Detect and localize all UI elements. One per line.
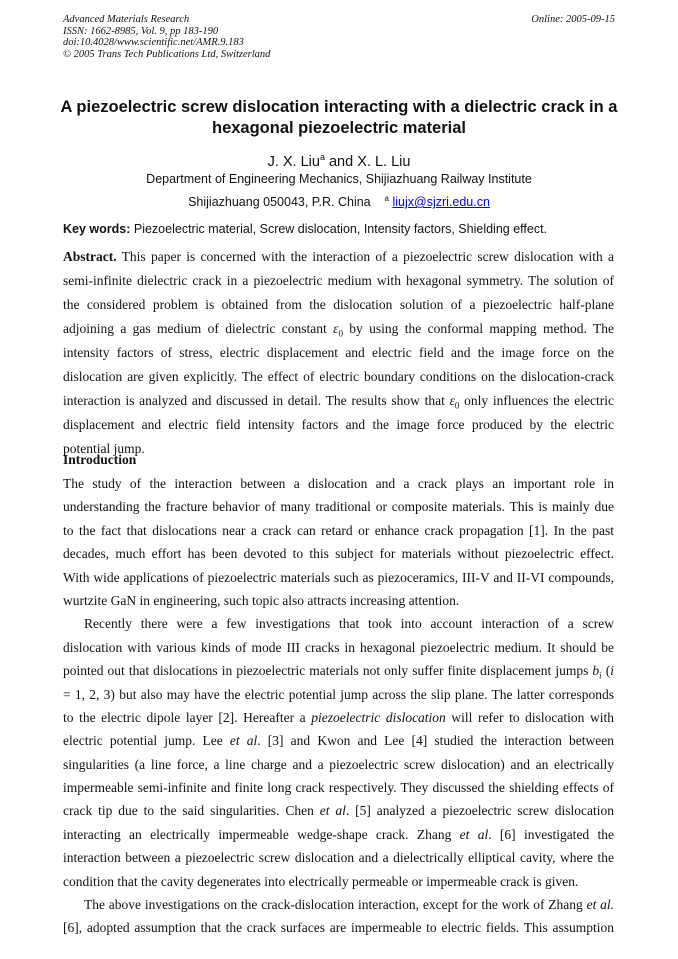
text-segment: adjoining a gas medium of dielectric constant (63, 321, 334, 336)
text-segment: 0 (338, 328, 343, 339)
text-segment: i (610, 663, 614, 679)
title-line: hexagonal piezoelectric material (211, 119, 467, 137)
text-segment: dislocation are given explicitly. The effect of electric boundary conditions on the dislocation-crack (63, 369, 614, 384)
online-date: Online: 2005-09-15 (531, 14, 615, 25)
text-segment: semi-infinite dielectric crack in a piezoelectric medium with hexagonal symmetry. The solution of (63, 273, 614, 288)
affiliation-department: Department of Engineering Mechanics, Shijiazhuang Railway Institute (146, 172, 532, 186)
text-line (63, 589, 614, 612)
introduction-body (63, 472, 614, 940)
text-segment: wurtzite GaN in engineering, such topic also attracts increasing attention. (63, 592, 460, 608)
text-segment: dislocation with various kinds of mode III cracks in hexagonal piezoelectric medium. It should be (63, 639, 614, 655)
text-line (63, 389, 614, 413)
text-segment: decades, much effort has been devoted to this subject for materials without piezoelectric effect. (63, 546, 614, 562)
text-segment: understanding the fracture behavior of many traditional or composite materials. This is mainly due (63, 499, 614, 515)
text-segment: ε (449, 393, 455, 408)
text-segment: . [6] investigated the (488, 826, 614, 842)
text-segment: The study of the interaction between a dislocation and a crack plays an important role in (63, 476, 614, 491)
text-line (63, 823, 614, 846)
author-superscript: a (319, 152, 325, 162)
text-line (63, 706, 614, 729)
copyright: © 2005 Trans Tech Publications Ltd, Switzerland (63, 48, 271, 60)
text-segment: impermeable semi-infinite and finite long crack respectively. They discussed the shielding effects of (63, 780, 614, 796)
text-segment: singularities (a line force, a line charge and a piezoelectric screw dislocation) and an electrically (63, 756, 614, 772)
journal-name: Advanced Materials Research (63, 14, 190, 25)
text-line (63, 659, 614, 682)
text-line (63, 495, 614, 518)
text-segment: . [5] analyzed a piezoelectric screw dislocation (345, 803, 614, 819)
text-segment: et al (319, 803, 346, 819)
text-line (63, 776, 614, 799)
text-line (63, 799, 614, 822)
text-segment: ( (601, 663, 611, 679)
paper-title (40, 97, 638, 139)
text-segment: interacting an electrically impermeable wedge-shape crack. Zhang (63, 826, 460, 842)
text-segment: et al (459, 826, 489, 842)
text-segment: The above investigations on the crack-dislocation interaction, except for the work of Zhang (84, 897, 587, 913)
affiliation-address (0, 191, 678, 210)
text-line (63, 916, 614, 939)
text-line (63, 437, 614, 461)
author-2: and X. L. Liu (324, 153, 411, 170)
keywords-label: Key words: (63, 222, 131, 236)
text-segment: . [3] and Kwon and Lee [4] studied the interaction between (257, 733, 614, 749)
text-line (63, 519, 614, 542)
text-line (63, 566, 614, 589)
text-line (63, 729, 614, 752)
text-line (63, 893, 614, 916)
text-segment: ε (333, 321, 339, 336)
text-line (63, 413, 614, 437)
text-segment: only influences the electric (459, 393, 614, 408)
text-line (63, 245, 614, 269)
text-segment: 0 (454, 400, 460, 411)
text-segment: to the electric dipole layer [2]. Hereafter a (63, 709, 312, 725)
text-line (63, 683, 614, 706)
text-segment: Abstract. (63, 249, 117, 264)
text-segment: crack tip due to the said singularities. Chen (63, 803, 320, 819)
email-superscript: a (384, 194, 389, 203)
author-1: J. X. Liu (267, 153, 320, 170)
doi: doi:10.4028/www.scientific.net/AMR.9.183 (63, 37, 244, 49)
text-line (63, 636, 614, 659)
text-segment: pointed out that dislocations in piezoelectric materials not only suffer finite displacement jumps (63, 663, 593, 679)
text-segment: intensity factors of stress, electric displacement and electric field and the image force on the (63, 345, 614, 360)
text-segment: potential jump. (63, 441, 145, 456)
text-segment: With wide applications of piezoelectric materials such as piezoceramics, III-V and II-VI compounds, (63, 569, 614, 585)
text-line (63, 365, 614, 389)
text-segment: to the fact that dislocations near a crack can retard or enhance crack propagation [1]. In the past (63, 522, 614, 538)
text-segment: condition that the cavity degenerates into electrically permeable or impermeable crack is given. (63, 873, 579, 889)
text-segment: interaction between a piezoelectric screw dislocation and a dielectrically elliptical cavity, where the (63, 850, 614, 866)
text-segment: i (599, 670, 602, 681)
email-link[interactable]: liujx@sjzri.edu.cn (392, 195, 490, 210)
text-segment: et al (229, 733, 258, 749)
text-segment: = 1, 2, 3) but also may have the electric potential jump across the slip plane. The latter corresponds (63, 686, 614, 702)
text-segment: et al. (586, 897, 614, 913)
text-line (63, 269, 614, 293)
journal-header (63, 14, 270, 60)
section-heading-introduction: Introduction (63, 452, 137, 467)
text-line (63, 317, 614, 341)
text-line (63, 293, 614, 317)
address: Shijiazhuang 050043, P.R. China (188, 195, 371, 210)
text-segment: by using the conformal mapping method. The (342, 321, 614, 336)
abstract (63, 245, 614, 461)
text-segment: [6], adopted assumption that the crack surfaces are impermeable to electric fields. This assumption (63, 920, 614, 936)
text-line (63, 542, 614, 565)
text-line (63, 846, 614, 869)
text-segment: This paper is concerned with the interaction of a piezoelectric screw dislocation with a (116, 249, 614, 264)
text-line (63, 341, 614, 365)
text-line (63, 612, 614, 635)
text-segment: the considered problem is obtained from the dislocation solution of a piezoelectric half-plane (63, 297, 614, 312)
text-segment: will refer to dislocation with (445, 709, 614, 725)
authors (0, 148, 678, 171)
text-segment: piezoelectric dislocation (311, 709, 446, 725)
keywords-text: Piezoelectric material, Screw dislocation, Intensity factors, Shielding effect. (130, 222, 548, 236)
text-segment: interaction is analyzed and discussed in detail. The results show that (63, 393, 450, 408)
text-segment: b (592, 663, 600, 679)
title-line: A piezoelectric screw dislocation interacting with a dielectric crack in a (60, 98, 618, 116)
text-segment: electric potential jump. Lee (63, 733, 230, 749)
text-line (63, 753, 614, 776)
text-line (63, 472, 614, 495)
text-segment: displacement and electric field intensity factors and the image force produced by the electric (63, 417, 614, 432)
text-segment: Recently there were a few investigations that took into account interaction of a screw (84, 616, 614, 632)
keywords (63, 221, 547, 237)
issn: ISSN: 1662-8985, Vol. 9, pp 183-190 (63, 25, 219, 37)
text-line (63, 870, 614, 893)
